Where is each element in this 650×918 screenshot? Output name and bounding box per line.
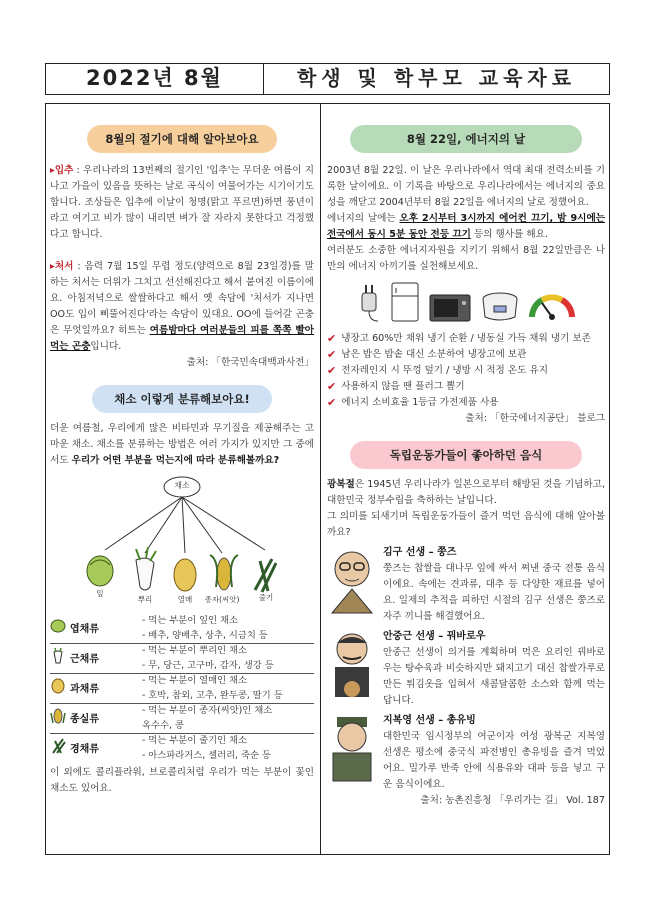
tree-label-fruit: 열매 xyxy=(177,595,193,604)
food-source: 출처: 농촌진흥청 「우리가는 길」 Vol. 187 xyxy=(420,795,605,806)
veg-desc: - 먹는 부분이 줄기인 채소 - 아스파라거스, 셀러리, 죽순 등 xyxy=(142,735,271,761)
energy-heading: 8월 22일, 에너지의 날 xyxy=(350,125,582,153)
squash-icon xyxy=(50,678,66,700)
veg-desc: - 먹는 부분이 뿌리인 채소 - 무, 당근, 고구마, 감자, 생강 등 xyxy=(142,644,314,674)
tree-root-label: 채소 xyxy=(174,481,190,490)
bullet-icon: ▸ xyxy=(50,261,55,272)
efficiency-gauge-icon xyxy=(528,289,576,323)
asparagus-icon xyxy=(255,559,276,592)
list-item: ✔ 냉장고 60%만 채워 냉기 순환 / 냉동실 가득 채워 냉기 보존 xyxy=(327,332,591,345)
person-name: 지복영 선생 – 총유빙 xyxy=(383,715,476,726)
veg-category: 엽채류 xyxy=(50,614,142,644)
right-column xyxy=(327,103,605,809)
cheoseo-hint: 여름밤마다 여러분들의 피를 쪽쪽 빨아먹는 곤충 xyxy=(50,325,315,352)
tree-label-stem: 줄기 xyxy=(258,593,274,602)
person-name: 안중근 선생 – 꿔바로우 xyxy=(383,631,486,642)
tree-label-leaf: 잎 xyxy=(96,589,104,598)
ipchu-text: : 우리나라의 13번째의 절기인 '입추'는 무더운 여름이 지나고 가을이 있음을 뜻하는 날로 곡식이 여물어가는 시기이기도 합니다. 조상들은 입추에 이날이 청명(맑고 푸르면)하면 풍년이라고 여기고 비가 많이 내리면 벼가 잘 자라지 못한다고 걱정했다고 합니다. xyxy=(50,165,314,240)
food-intro: 광복절은 1945년 우리나라가 일본으로부터 해방된 것을 기념하고, 대한민국 정부수립을 축하하는 날입니다. xyxy=(327,479,605,506)
table-row xyxy=(50,644,314,674)
person-kimgu xyxy=(327,545,605,625)
ipchu-paragraph xyxy=(50,163,314,243)
season-heading: 8월의 절기에 대해 알아보아요 xyxy=(87,125,277,153)
cheoseo-paragraph xyxy=(50,259,314,355)
check-icon: ✔ xyxy=(327,332,337,345)
cheoseo-end: 입니다. xyxy=(90,341,122,352)
energy-p2: 에너지의 날에는 오후 2시부터 3시까지 에어컨 끄기, 밤 9시에는 전국에서 동시 5분 동안 전등 끄기 등의 행사를 해요. xyxy=(327,213,605,240)
person-jibokyoung xyxy=(327,713,605,793)
veg-intro-emph: 우리가 어떤 부분을 먹는지에 따라 분류해볼까요? xyxy=(71,455,280,466)
list-item: ✔ 전자레인지 시 뚜껑 덮기 / 냉방 시 적정 온도 유지 xyxy=(327,364,548,377)
person-anjunggeun xyxy=(327,629,605,709)
asparagus-icon xyxy=(50,738,66,760)
veg-desc: - 먹는 부분이 잎인 채소 - 배추, 양배추, 상추, 시금치 등 xyxy=(142,614,314,644)
energy-p3: 여러분도 소중한 에너지자원을 지키기 위해서 8월 22일만큼은 나만의 에너지 아끼기를 실천해보세요. xyxy=(327,245,605,272)
cabbage-icon xyxy=(50,619,66,639)
check-icon: ✔ xyxy=(327,364,337,377)
check-icon: ✔ xyxy=(327,380,337,393)
veg-tree-diagram xyxy=(50,475,314,610)
food-intro-term: 광복절 xyxy=(327,479,355,490)
tree-label-root: 뿌리 xyxy=(137,595,153,604)
veg-category: 경채류 xyxy=(50,734,142,764)
season-source: 출처: 「한국민속대백과사전」 xyxy=(186,357,314,368)
appliance-illustrations xyxy=(327,281,605,323)
food-heading: 독립운동가들이 좋아하던 음식 xyxy=(350,441,582,469)
check-icon: ✔ xyxy=(327,348,337,361)
energy-source: 출처: 「한국에너지공단」 블로그 xyxy=(465,413,605,424)
cheoseo-term: 처서 xyxy=(54,261,74,272)
veg-intro: 더운 여름철, 우리에게 많은 비타민과 무기질을 제공해주는 고마운 채소. 채소를 분류하는 방법은 여러 가지가 있지만 그 중에서도 우리가 어떤 부분을 먹는지에 따라 분류해볼까요? xyxy=(50,423,314,466)
person-text: 안중근 선생이 의거를 계획하며 먹은 요리인 꿔바로우는 탕수육과 비슷하지만 돼지고기 대신 찹쌀가루로 만든 튀김옷을 입혀서 새콤달콤한 소스와 함께 먹는답니다. xyxy=(383,647,605,706)
kimgu-portrait xyxy=(327,545,377,625)
tree-label-seed: 종자(씨앗) xyxy=(204,595,240,604)
food-intro2: 그 의미를 되새기며 독립운동가들이 즐겨 먹던 음식에 대해 알아볼까요? xyxy=(327,511,605,538)
person-name: 김구 선생 – 쭝즈 xyxy=(383,547,457,558)
newsletter-date: 2022년 8월 xyxy=(46,64,264,94)
bullet-icon: ▸ xyxy=(50,165,55,176)
corn-icon xyxy=(50,708,66,730)
microwave-icon xyxy=(428,291,472,323)
veg-heading: 채소 이렇게 분류해보아요! xyxy=(92,385,272,413)
veg-category: 근채류 xyxy=(50,644,142,674)
rice-cooker-icon xyxy=(480,289,520,323)
table-row xyxy=(50,674,314,704)
left-column xyxy=(50,103,314,797)
person-text: 쭝즈는 찹쌀을 대나무 잎에 싸서 쪄낸 중국 전통 음식이에요. 속에는 견과류, 대추 등 다양한 재료를 넣어요. 일제의 추적을 피하던 시절의 김구 선생은 쭝즈로 자주 끼니를 해결했어요. xyxy=(383,563,605,622)
radish-icon xyxy=(50,648,66,670)
table-row xyxy=(50,704,314,734)
list-item: ✔ 사용하지 않을 땐 플러그 뽑기 xyxy=(327,380,465,393)
table-row xyxy=(50,614,314,644)
ipchu-term: 입추 xyxy=(54,165,74,176)
veg-table xyxy=(50,614,314,763)
table-row xyxy=(50,734,314,764)
veg-desc: - 먹는 부분이 열매인 채소 - 호박, 참외, 고추, 완두콩, 딸기 등 xyxy=(142,674,314,704)
column-divider xyxy=(320,103,321,855)
cabbage-icon xyxy=(87,556,113,586)
newsletter-title: 학생 및 학부모 교육자료 xyxy=(296,66,577,90)
energy-emph: 오후 2시부터 3시까지 에어컨 끄기, 밤 9시에는 전국에서 동시 5분 동안 전등 끄기 xyxy=(327,213,605,240)
person-text: 대한민국 임시정부의 여군이자 여성 광복군 지복영 선생은 평소에 중국식 파전병인 총유빙을 즐겨 먹었어요. 밀가루 반죽 안에 식용유와 대파 등을 넣고 구운 음식이에요. xyxy=(383,731,605,790)
cheoseo-text: : 음력 7월 15일 무렵 정도(양력으로 8월 23일경)를 말하는 처서는 더위가 그치고 선선해진다고 해서 붙여진 이름이에요. 아침저녁으로 쌀쌀하다고 해서 옛 속담에 '처서가 지나면 OO도 입이 삐뚤어진다'라는 속담이 있대요. OO에 들어갈 곤충은 무엇일까요? 히트는 xyxy=(50,261,314,336)
veg-category: 과채류 xyxy=(50,674,142,704)
page-header xyxy=(45,63,610,95)
corn-icon xyxy=(210,555,238,590)
jibokyoung-portrait xyxy=(327,713,377,793)
list-item: ✔ 남은 밥은 밥솥 대신 소분하여 냉장고에 보관 xyxy=(327,348,527,361)
veg-category: 종실류 xyxy=(50,704,142,734)
energy-checklist xyxy=(327,331,605,411)
veg-footer: 이 외에도 콜리플라워, 브로콜리처럼 우리가 먹는 부분이 꽃인 채소도 있어요. xyxy=(50,767,314,794)
veg-desc: - 먹는 부분이 종자(씨앗)인 채소 옥수수, 콩 xyxy=(142,704,314,734)
radish-icon xyxy=(136,547,156,590)
squash-icon xyxy=(174,559,196,591)
check-icon: ✔ xyxy=(327,396,337,409)
plug-icon xyxy=(356,283,382,323)
refrigerator-icon xyxy=(390,281,420,323)
anjunggeun-portrait xyxy=(327,629,377,709)
list-item: ✔ 에너지 소비효율 1등급 가전제품 사용 xyxy=(327,396,499,409)
energy-p1: 2003년 8월 22일. 이 날은 우리나라에서 역대 최대 전력소비를 기록한 날이에요. 이 기록을 바탕으로 우리나라에서는 에너지의 중요성을 깨닫고 2004년부터 8월 22일을 에너지의 날로 정했어요. xyxy=(327,165,605,208)
